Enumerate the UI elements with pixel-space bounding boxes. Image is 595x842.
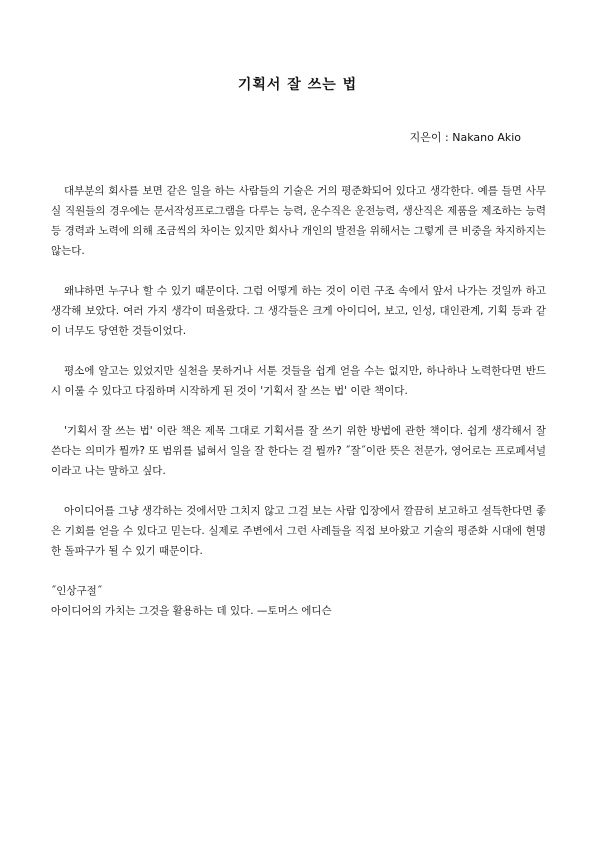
document-body	[51, 181, 546, 621]
paragraph: 아이디어를 그냥 생각하는 것에서만 그치지 않고 그걸 보는 사람 입장에서 깔끔히 보고하고 설득한다면 좋은 기회를 얻을 수 있다고 믿는다. 실제로 주변에서 그런 사례들을 직접 보아왔고 기술의 평준화 시대에 현명한 돌파구가 될 수 있기 때문이다.	[51, 505, 546, 557]
paragraph: 왜냐하면 누구나 할 수 있기 때문이다. 그럼 어떻게 하는 것이 이런 구조 속에서 앞서 나가는 것일까 하고 생각해 보았다. 여러 가지 생각이 떠올랐다. 그 생각들은 크게 아이디어, 보고, 인성, 대인관계, 기획 등과 같이 너무도 당연한 것들이었다.	[51, 285, 546, 337]
paragraph: 평소에 알고는 있었지만 실천을 못하거나 서툰 것들을 쉽게 얻을 수는 없지만, 하나하나 노력한다면 반드시 이룰 수 있다고 다짐하며 시작하게 된 것이 '기획서 잘 쓰는 법' 이란 책이다.	[51, 365, 546, 397]
paragraph: 대부분의 회사를 보면 같은 일을 하는 사람들의 기술은 거의 평준화되어 있다고 생각한다. 예를 들면 사무실 직원들의 경우에는 문서작성프로그램을 다루는 능력, 운수직은 운전능력, 생산직은 제품을 제조하는 능력 등 경력과 노력에 의해 조금씩의 차이는 있지만 회사나 개인의 발전을 위해서는 그렇게 큰 비중을 차지하지는 않는다.	[51, 185, 546, 257]
quote-text: 아이디어의 가치는 그것을 활용하는 데 있다. —토머스 에디슨	[51, 605, 332, 617]
quote-label: ˝인상구절˝	[51, 585, 103, 597]
author-line: 지은이 : Nakano Akio	[409, 131, 521, 144]
document-title: 기획서 잘 쓰는 법	[237, 77, 358, 93]
paragraph: '기획서 잘 쓰는 법' 이란 책은 제목 그대로 기획서를 잘 쓰기 위한 방법에 관한 책이다. 쉽게 생각해서 잘 쓴다는 의미가 뭘까? 또 범위를 넓혀서 일을 잘 한다는 걸 뭘까? ˝잘˝이란 뜻은 전문가, 영어로는 프로페셔널 이라고 나는 말하고 싶다.	[51, 425, 546, 477]
